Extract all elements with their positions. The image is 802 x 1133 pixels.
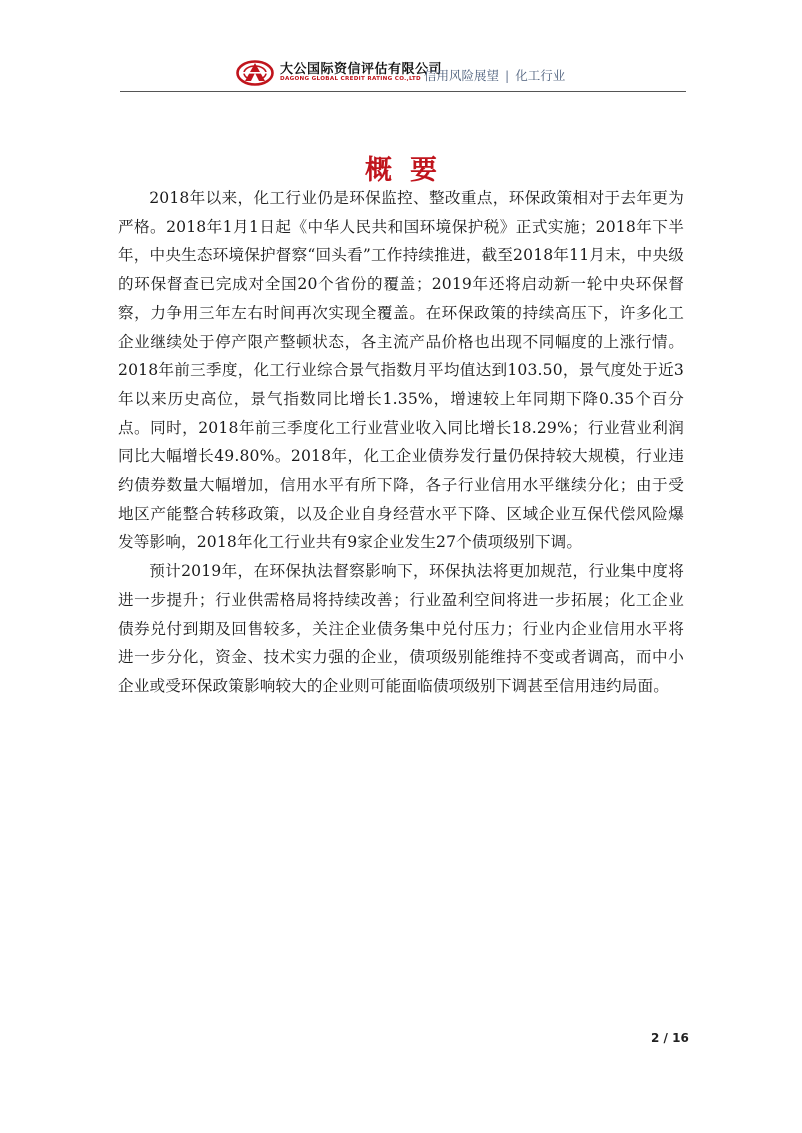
page-header — [236, 58, 686, 92]
industry-label: 化工行业 — [515, 68, 566, 83]
summary-body — [118, 184, 684, 701]
report-series: 信用风险展望 — [424, 68, 500, 83]
header-separator: | — [505, 68, 510, 83]
company-name-cn: 大公国际资信评估有限公司 — [280, 62, 443, 77]
company-name-en: DAGONG GLOBAL CREDIT RATING CO.,LTD — [280, 76, 421, 82]
summary-paragraph-1: 2018年以来，化工行业仍是环保监控、整改重点，环保政策相对于去年更为严格。2018年1月1日起《中华人民共和国环境保护税》正式实施；2018年下半年，中央生态环境保护督察“回头看”工作持续推进，截至2018年11月末，中央级的环保督查已完成对全国20个省份的覆盖；2019年还将启动新一轮中央环保督察，力争用三年左右时间再次实现全覆盖。在环保政策的持续高压下，许多化工企业继续处于停产限产整顿状态，各主流产品价格也出现不同幅度的上涨行情。2018年前三季度，化工行业综合景气指数月平均值达到103.50，景气度处于近3年以来历史高位，景气指数同比增长1.35%，增速较上年同期下降0.35个百分点。同时，2018年前三季度化工行业营业收入同比增长18.29%；行业营业利润同比大幅增长49.80%。2018年，化工企业债券发行量仍保持较大规模，行业违约债券数量大幅增加，信用水平有所下降，各子行业信用水平继续分化；由于受地区产能整合转移政策，以及企业自身经营水平下降、区域企业互保代偿风险爆发等影响，2018年化工行业共有9家企业发生27个债项级别下调。 — [118, 189, 684, 552]
page-title: 概要 — [365, 155, 455, 186]
summary-paragraph-2: 预计2019年，在环保执法督察影响下，环保执法将更加规范，行业集中度将进一步提升；行业供需格局将持续改善；行业盈利空间将进一步拓展；化工企业债券兑付到期及回售较多，关注企业债务集中兑付压力；行业内企业信用水平将进一步分化，资金、技术实力强的企业，债项级别能维持不变或者调高，而中小企业或受环保政策影响较大的企业则可能面临债项级别下调甚至信用违约局面。 — [118, 562, 684, 695]
dagong-logo-icon — [236, 60, 274, 86]
report-category — [424, 66, 565, 84]
header-divider — [120, 91, 686, 92]
page-number: 2 / 16 — [651, 1031, 689, 1045]
